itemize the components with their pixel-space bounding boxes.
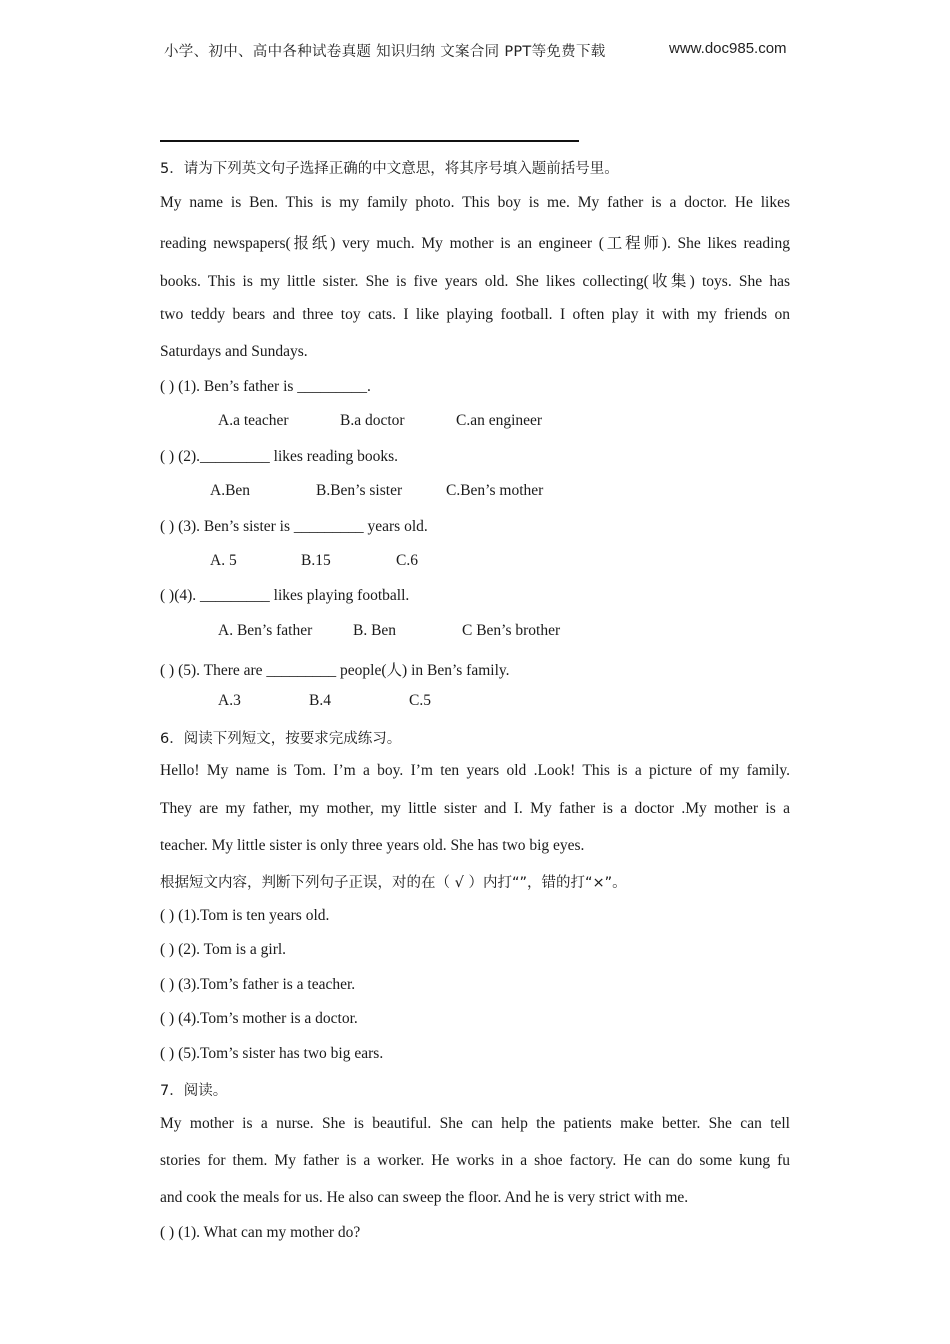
q5-question-5: ( ) (5). There are _________ people(人) in Ben’s family.	[160, 662, 510, 679]
q5-q2-option-b: B.Ben’s sister	[316, 482, 403, 499]
q5-q1-option-b: B.a doctor	[340, 412, 405, 429]
q6-passage-line: Hello! My name is Tom. I’m a boy. I’m ten years old .Look! This is a picture of my family.	[160, 762, 790, 779]
divider-line	[160, 140, 579, 142]
header-website[interactable]: www.doc985.com	[669, 40, 787, 57]
q5-title: 5．请为下列英文句子选择正确的中文意思，将其序号填入题前括号里。	[160, 161, 619, 177]
q7-title: 7．阅读。	[160, 1083, 228, 1099]
q6-statement-2: ( ) (2). Tom is a girl.	[160, 941, 287, 958]
q5-q1-option-a: A.a teacher	[218, 412, 289, 429]
q5-q3-option-a: A. 5	[210, 552, 237, 569]
q6-title: 6．阅读下列短文，按要求完成练习。	[160, 731, 402, 747]
q5-q2-option-a: A.Ben	[210, 482, 251, 499]
q6-statement-5: ( ) (5).Tom’s sister has two big ears.	[160, 1045, 384, 1062]
q5-q2-option-c: C.Ben’s mother	[446, 482, 544, 499]
q5-question-3: ( ) (3). Ben’s sister is _________ years old.	[160, 518, 428, 535]
q6-statement-1: ( ) (1).Tom is ten years old.	[160, 907, 330, 924]
page-header	[0, 40, 950, 62]
q5-question-1: ( ) (1). Ben’s father is _________.	[160, 378, 371, 395]
q5-q4-option-c: C Ben’s brother	[462, 622, 561, 639]
q5-q1-option-c: C.an engineer	[456, 412, 543, 429]
q5-q5-option-a: A.3	[218, 692, 241, 709]
q7-passage-line: stories for them. My father is a worker. He works in a shoe factory. He can do some kung fu	[160, 1152, 790, 1169]
q6-passage-line: They are my father, my mother, my little sister and I. My father is a doctor .My mother is a	[160, 800, 790, 817]
q7-passage-line: and cook the meals for us. He also can sweep the floor. And he is very strict with me.	[160, 1189, 689, 1206]
q5-q3-option-b: B.15	[301, 552, 331, 569]
q6-passage-line: teacher. My little sister is only three years old. She has two big eyes.	[160, 837, 585, 854]
q5-passage-line: two teddy bears and three toy cats. I like playing football. I often play it with my friends on	[160, 306, 790, 323]
q5-q3-option-c: C.6	[396, 552, 418, 569]
q5-q4-option-a: A. Ben’s father	[218, 622, 313, 639]
q6-statement-4: ( ) (4).Tom’s mother is a doctor.	[160, 1010, 358, 1027]
q5-passage-line: reading newspapers(报纸) very much. My mother is an engineer (工程师). She likes reading	[160, 235, 790, 252]
q5-q4-option-b: B. Ben	[353, 622, 397, 639]
q5-passage-line: books. This is my little sister. She is five years old. She likes collecting(收集) toys. She has	[160, 273, 790, 290]
q5-passage-line: Saturdays and Sundays.	[160, 343, 308, 360]
q5-q5-option-b: B.4	[309, 692, 331, 709]
q5-question-4: ( )(4). _________ likes playing football.	[160, 587, 410, 604]
q6-statement-3: ( ) (3).Tom’s father is a teacher.	[160, 976, 356, 993]
q7-question-1: ( ) (1). What can my mother do?	[160, 1224, 361, 1241]
q6-instruction: 根据短文内容，判断下列句子正误，对的在（ √ ）内打“”，错的打“×”。	[160, 875, 627, 891]
q7-passage-line: My mother is a nurse. She is beautiful. She can help the patients make better. She can tell	[160, 1115, 790, 1132]
q5-question-2: ( ) (2)._________ likes reading books.	[160, 448, 399, 465]
header-promo-text: 小学、初中、高中各种试卷真题 知识归纳 文案合同 PPT等免费下载	[164, 44, 606, 60]
q5-q5-option-c: C.5	[409, 692, 431, 709]
q5-passage-line: My name is Ben. This is my family photo. This boy is me. My father is a doctor. He likes	[160, 194, 790, 211]
